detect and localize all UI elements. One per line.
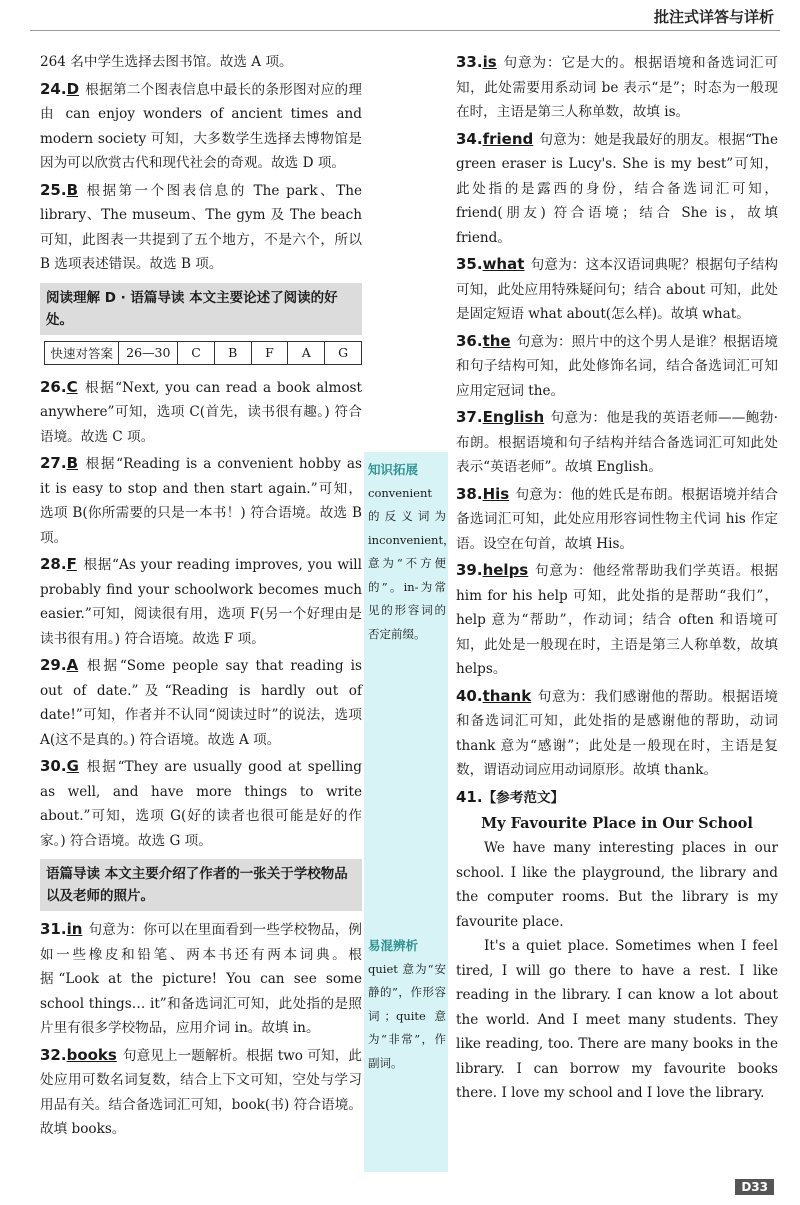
answer-key: the — [482, 331, 511, 350]
quick-answer-range: 26—30 — [119, 341, 178, 364]
answer-28 — [40, 552, 362, 651]
answer-key: what — [482, 255, 525, 273]
question-number: 32. — [40, 1045, 67, 1064]
answer-39 — [456, 558, 778, 682]
answer-24 — [40, 77, 362, 176]
explanation: 句意为：照片中的这个男人是谁？根据语境和句子结构可知，此处修饰名词，结合备选词汇可知应用定冠词 the。 — [456, 333, 778, 399]
answer-key: A — [66, 656, 79, 674]
explanation: 句意为：他经常帮助我们学英语。根据 him for his help 可知，此处指的是帮助“我们”，help 意为“帮助”，作动词；结合 often 和语境可知，此处是一般现在时，主语是第三人称单数，故填 helps。 — [456, 563, 778, 677]
confusion-note-heading: 易混辨析 — [368, 938, 419, 953]
reading-d-banner — [40, 283, 362, 335]
answer-key: D — [66, 79, 80, 98]
answer-38 — [456, 482, 778, 557]
answer-30 — [40, 754, 362, 853]
question-number: 27. — [40, 454, 67, 472]
header-rule — [30, 30, 780, 31]
banner-tag: 阅读理解 D · 语篇导读 — [46, 289, 185, 306]
passage-guide-banner — [40, 859, 362, 911]
answer-key: is — [482, 53, 497, 71]
question-number: 33. — [456, 53, 483, 71]
essay-title: My Favourite Place in Our School — [481, 815, 753, 832]
answer-key: in — [66, 920, 83, 938]
answer-key: C — [66, 377, 78, 396]
banner-tag: 语篇导读 — [46, 866, 100, 882]
answer-key: friend — [482, 129, 534, 148]
confusion-note — [368, 934, 446, 1075]
banner-text: 本文主要论述了阅读的好处。 — [46, 289, 338, 328]
quick-answer-cell: A — [288, 341, 325, 364]
explanation: 句意为：他是我的英语老师——鲍勃·布朗。根据语境和句子结构并结合备选词汇可知此处表示“英语老师”。故填 English。 — [456, 410, 778, 475]
question-number: 41. — [456, 787, 483, 806]
explanation: 根据“Some people say that reading is out of date.”及“Reading is hardly out of date!”可知，作者并不认同“阅读过时”的说法，选项 A(这不是真的。) 符合语境。故选 A 项。 — [40, 658, 362, 748]
margin-notes-sidebar — [364, 452, 455, 1172]
knowledge-note-text: convenient 的反义词为 inconvenient，意为“不方便的”。in-为常见的形容词的否定前缀。 — [368, 485, 455, 641]
answer-key: His — [482, 484, 510, 503]
question-number: 31. — [40, 920, 67, 938]
sample-essay — [456, 812, 778, 1106]
answer-36 — [456, 329, 778, 404]
explanation: 根据第二个图表信息中最长的条形图对应的理由 can enjoy wonders of ancient times and modern society 可知，大多数学生选择去博物馆是因为可以欣赏古代和现代社会的奇观。故选 D 项。 — [40, 81, 362, 171]
answer-40 — [456, 684, 778, 783]
answer-key: F — [66, 555, 77, 573]
question-number: 35. — [456, 255, 483, 273]
answer-33 — [456, 50, 778, 125]
explanation: 根据“They are usually good at spelling as well, and have more things to write about.”可知，选项 G(好的读者也很可能是好的作家。) 符合语境。故选 G 项。 — [40, 759, 362, 849]
explanation: 句意为：他的姓氏是布朗。根据语境并结合备选词汇可知，此处应用形容词性物主代词 his 作定语。设空在句首，故填 His。 — [456, 486, 778, 552]
explanation: 句意为：这本汉语词典呢？根据句子结构可知，此处应用特殊疑问句；结合 about 可知，此处是固定短语 what about(怎么样)。故填 what。 — [456, 257, 778, 322]
essay-paragraph: We have many interesting places in our school. I like the playground, the library and the computer rooms. But the library is my favourite place. — [456, 840, 778, 930]
quick-answer-label: 快速对答案 — [45, 341, 119, 364]
left-column — [40, 50, 362, 1144]
explanation: 根据“As your reading improves, you will probably find your schoolwork becomes much easier.”可知，阅读很有用，选项 F(另一个好理由是读书很有用。) 符合语境。故选 F 项。 — [40, 557, 362, 647]
right-column — [456, 50, 778, 1106]
answer-27 — [40, 451, 362, 550]
explanation: 句意为：她是我最好的朋友。根据“The green eraser is Lucy's. She is my best”可知，此处指的是露西的身份，结合备选词汇可知，friend(朋友) 符合语境；结合 She is，故填 friend。 — [456, 131, 778, 246]
question-number: 37. — [456, 408, 483, 426]
quick-answer-table — [44, 341, 362, 365]
answer-key: books — [66, 1045, 117, 1064]
question-number: 39. — [456, 561, 483, 579]
answer-key: G — [66, 757, 79, 775]
explanation: 根据“Reading is a convenient hobby as it is easy to stop and then start again.”可知，选项 B(你所需要的只是一本书！) 符合语境。故选 B 项。 — [40, 456, 362, 546]
question-number: 36. — [456, 331, 483, 350]
banner-text: 本文主要介绍了作者的一张关于学校物品以及老师的照片。 — [46, 866, 348, 904]
question-number: 25. — [40, 180, 67, 199]
answer-26 — [40, 375, 362, 450]
question-number: 30. — [40, 757, 67, 775]
sample-essay-label: 【参考范文】 — [482, 789, 565, 806]
answer-34 — [456, 127, 778, 251]
question-number: 38. — [456, 484, 483, 503]
explanation: 句意为：它是大的。根据语境和备选词汇可知，此处需要用系动词 be 表示“是”；时态为一般现在时，主语是第三人称单数，故填 is。 — [456, 55, 778, 120]
explanation: 句意为：我们感谢他的帮助。根据语境和备选词汇可知，此处指的是感谢他的帮助，动词 thank 意为“感谢”；此处是一般现在时，主语是复数，谓语动词应用动词原形。故填 thank。 — [456, 688, 778, 778]
question-number: 26. — [40, 377, 67, 396]
essay-paragraph: It's a quiet place. Sometimes when I feel tired, I will go there to have a rest. I like reading in the library. I can know a lot about the world. And I meet many students. They like reading, too. There are many books in the library. I can borrow my favourite books there. I love my school and I love the library. — [456, 938, 778, 1101]
answer-25 — [40, 178, 362, 277]
answer-41 — [456, 785, 778, 811]
question-number: 24. — [40, 79, 67, 98]
explanation: 句意为：你可以在里面看到一些学校物品，例如一些橡皮和铅笔、两本书还有两本词典。根据“Look at the picture! You can see some school things… it”和备选词汇可知，此处指的是照片里有很多学校物品，应用介词 in。故填 in。 — [40, 922, 362, 1036]
answer-key: thank — [482, 686, 532, 705]
knowledge-note-heading: 知识拓展 — [368, 462, 419, 477]
answer-37 — [456, 405, 778, 480]
quick-answer-cell: B — [214, 341, 251, 364]
answer-key: B — [66, 454, 79, 472]
knowledge-note — [368, 458, 455, 646]
question-number: 28. — [40, 555, 67, 573]
explanation: 根据第一个图表信息的 The park、The library、The museum、The gym 及 The beach 可知，此图表一共提到了五个地方，不是六个，所以 B 选项表述错误。故选 B 项。 — [40, 182, 362, 272]
quick-answer-cell: G — [325, 341, 362, 364]
answer-key: B — [66, 180, 79, 199]
answer-key: helps — [482, 561, 529, 579]
explanation: 句意见上一题解析。根据 two 可知，此处应用可数名词复数，结合上下文可知，空处与学习用品有关。结合备选词汇可知，book(书) 符合语境。故填 books。 — [40, 1047, 362, 1137]
question-number: 34. — [456, 129, 483, 148]
answer-29 — [40, 653, 362, 752]
quick-answer-cell: C — [178, 341, 215, 364]
page-number-badge: D33 — [735, 1179, 774, 1195]
question-number: 40. — [456, 686, 483, 705]
question-number: 29. — [40, 656, 67, 674]
confusion-note-text: quiet 意为“安静的”，作形容词；quite 意为“非常”，作副词。 — [368, 961, 446, 1070]
explanation: 根据“Next, you can read a book almost anywhere”可知，选项 C(首先，读书很有趣。) 符合语境。故选 C 项。 — [40, 379, 362, 445]
answer-32 — [40, 1043, 362, 1142]
quick-answer-cell: F — [251, 341, 288, 364]
answer-31 — [40, 917, 362, 1041]
intro-line: 264 名中学生选择去图书馆。故选 A 项。 — [40, 54, 293, 70]
answer-key: English — [482, 408, 545, 426]
answer-35 — [456, 252, 778, 327]
page-header-title: 批注式详答与详析 — [653, 8, 774, 26]
